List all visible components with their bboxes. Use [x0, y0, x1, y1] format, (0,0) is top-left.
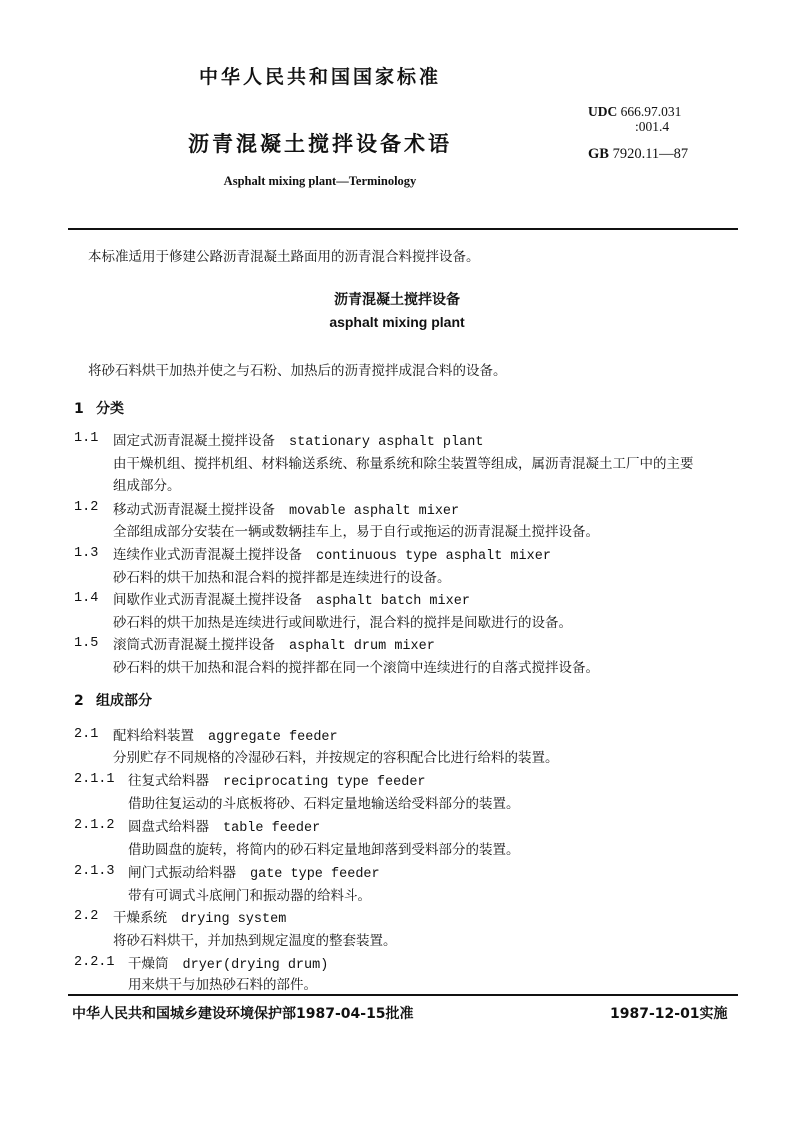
entry-term: [128, 769, 426, 790]
entry-term-cn: 干燥系统: [113, 910, 167, 926]
entry-term: [113, 498, 459, 519]
entry-number: 2.1.3: [74, 864, 115, 879]
entry-number: 2.1: [74, 727, 99, 742]
section-heading: [74, 690, 152, 710]
entry-definition: 借助往复运动的斗底板将砂、石料定量地输送给受料部分的装置。: [128, 796, 520, 812]
entry-term: [128, 815, 320, 836]
udc-line-2: :001.4: [635, 119, 670, 134]
entry-term-en: movable asphalt mixer: [289, 504, 460, 519]
entry-term-cn: 滚筒式沥青混凝土搅拌设备: [113, 637, 275, 653]
entry-term: [128, 861, 380, 882]
entry-term: [128, 952, 328, 973]
footer-divider: [68, 994, 738, 996]
entry-term-cn: 圆盘式给料器: [128, 819, 209, 835]
section-number: 1: [74, 401, 84, 417]
entry-term: [113, 543, 551, 564]
entry-term-en: continuous type asphalt mixer: [316, 549, 551, 564]
section-title: 组成部分: [96, 693, 152, 709]
header-divider: [68, 228, 738, 230]
entry-term-en: table feeder: [223, 821, 321, 836]
entry-term-cn: 闸门式振动给料器: [128, 865, 236, 881]
entry-definition: 带有可调式斗底闸门和振动器的给料斗。: [128, 888, 371, 904]
gb-number: 7920.11—87: [612, 146, 689, 162]
entry-number: 2.2: [74, 909, 99, 924]
entry-definition: 砂石料的烘干加热和混合料的搅拌都在同一个滚筒中连续进行的自落式搅拌设备。: [113, 660, 599, 676]
udc-label: UDC: [588, 104, 618, 119]
entry-definition: 组成部分。: [113, 478, 181, 494]
entry-definition: 砂石料的烘干加热是连续进行或间歇进行，混合料的搅拌是间歇进行的设备。: [113, 615, 572, 631]
entry-number: 2.2.1: [74, 955, 115, 970]
entry-term-cn: 干燥筒: [128, 956, 169, 972]
entry-number: 1.1: [74, 431, 99, 446]
entry-term-cn: 间歇作业式沥青混凝土搅拌设备: [113, 592, 302, 608]
main-term-cn: 沥青混凝土搅拌设备: [334, 292, 460, 308]
section-number: 2: [74, 693, 84, 709]
gb-code: [588, 146, 688, 163]
gb-label: GB: [588, 146, 609, 162]
entry-definition: 将砂石料烘干，并加热到规定温度的整套装置。: [113, 933, 397, 949]
implementation-date: 1987-12-01实施: [610, 1006, 728, 1022]
entry-term-cn: 移动式沥青混凝土搅拌设备: [113, 502, 275, 518]
entry-definition: 砂石料的烘干加热和混合料的搅拌都是连续进行的设备。: [113, 570, 451, 586]
entry-term-en: aggregate feeder: [208, 730, 338, 745]
entry-definition: 由干燥机组、搅拌机组、材料输送系统、称量系统和除尘装置等组成，属沥青混凝土工厂中的主要: [113, 456, 694, 472]
udc-line-1: 666.97.031: [620, 104, 682, 119]
entry-number: 2.1.1: [74, 772, 115, 787]
section-title: 分类: [96, 401, 124, 417]
standard-title-cn: 沥青混凝土搅拌设备术语: [188, 132, 452, 156]
entry-term: [113, 906, 286, 927]
entry-term: [113, 724, 338, 745]
entry-term-cn: 固定式沥青混凝土搅拌设备: [113, 433, 275, 449]
udc-code: [588, 104, 681, 134]
approval-statement: 中华人民共和国城乡建设环境保护部1987-04-15批准: [72, 1006, 414, 1022]
entry-number: 1.5: [74, 636, 99, 651]
entry-term: [113, 588, 470, 609]
entry-definition: 借助圆盘的旋转，将简内的砂石料定量地卸落到受料部分的装置。: [128, 842, 520, 858]
issuing-body-title: 中华人民共和国国家标准: [198, 66, 441, 88]
entry-number: 2.1.2: [74, 818, 115, 833]
entry-term-en: gate type feeder: [250, 867, 380, 882]
entry-term-cn: 配料给料装置: [113, 728, 194, 744]
entry-term-en: stationary asphalt plant: [289, 435, 484, 450]
entry-definition: 分别贮存不同规格的冷湿砂石料，并按规定的容积配合比进行给料的装置。: [113, 750, 559, 766]
section-heading: [74, 398, 124, 418]
entry-number: 1.4: [74, 591, 99, 606]
entry-definition: 用来烘干与加热砂石料的部件。: [128, 977, 317, 993]
entry-term-en: drying system: [181, 912, 287, 927]
main-term-definition: 将砂石料烘干加热并使之与石粉、加热后的沥青搅拌成混合料的设备。: [88, 363, 507, 379]
entry-term-en: dryer(drying drum): [182, 958, 329, 973]
entry-term-en: asphalt drum mixer: [289, 639, 435, 654]
entry-term-en: asphalt batch mixer: [316, 594, 470, 609]
entry-term-cn: 往复式给料器: [128, 773, 209, 789]
main-term-en: asphalt mixing plant: [329, 314, 465, 330]
entry-term: [113, 429, 483, 450]
standard-title-en: Asphalt mixing plant—Terminology: [223, 174, 417, 188]
entry-term: [113, 633, 435, 654]
entry-number: 1.2: [74, 500, 99, 515]
entry-definition: 全部组成部分安装在一辆或数辆挂车上，易于自行或拖运的沥青混凝土搅拌设备。: [113, 524, 599, 540]
scope-statement: 本标准适用于修建公路沥青混凝土路面用的沥青混合料搅拌设备。: [88, 249, 480, 265]
entry-term-en: reciprocating type feeder: [223, 775, 426, 790]
entry-number: 1.3: [74, 546, 99, 561]
entry-term-cn: 连续作业式沥青混凝土搅拌设备: [113, 547, 302, 563]
